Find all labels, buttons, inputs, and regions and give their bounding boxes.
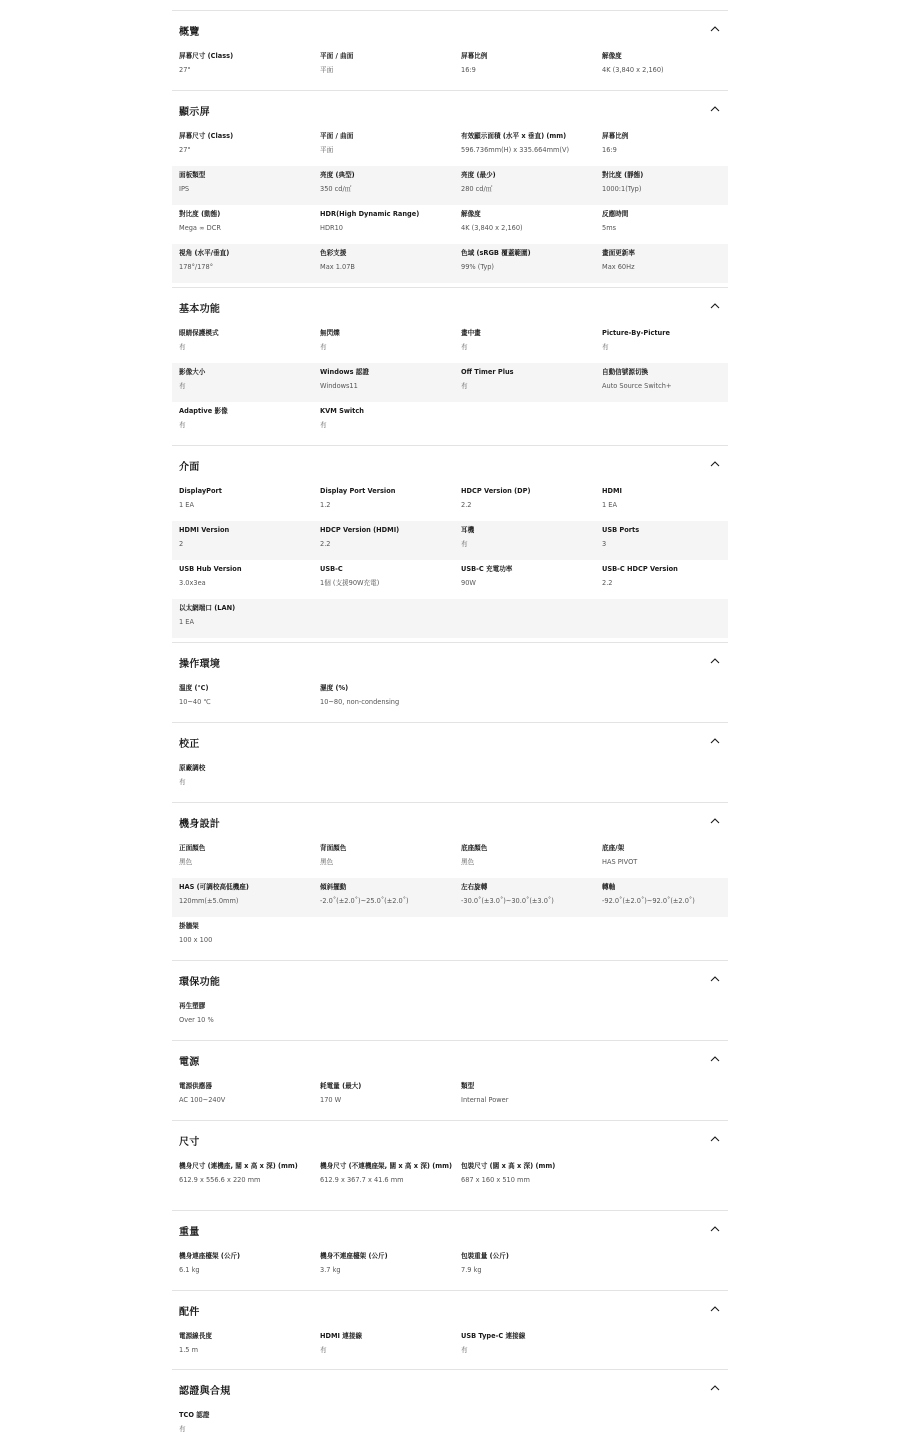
spec-value: -30.0˚(±3.0˚)~30.0˚(±3.0˚) [461,897,554,905]
spec-value: HAS PIVOT [602,858,638,866]
spec-value: 1000:1(Typ) [602,185,642,193]
spec-item [602,844,737,867]
section-title: 配件 [179,1307,200,1318]
spec-label: Display Port Version [320,487,396,495]
spec-value: 7.9 kg [461,1266,482,1274]
spec-item [461,249,596,272]
spec-row [172,166,728,205]
section-3 [172,445,728,638]
spec-value: 280 cd/㎡ [461,185,493,193]
spec-label: 底座/架 [602,844,625,852]
section-header[interactable] [172,446,728,482]
spec-label: 屏幕比例 [602,132,629,140]
spec-value: Windows11 [320,382,358,390]
spec-item [320,526,455,549]
spec-item [179,922,314,945]
spec-item [320,249,455,272]
section-header[interactable] [172,643,728,679]
spec-label: Off Timer Plus [461,368,514,376]
spec-row [172,521,728,560]
spec-value: 3.7 kg [320,1266,341,1274]
spec-item [320,844,455,867]
section-11 [172,1290,728,1366]
spec-label: USB-C 充電功率 [461,565,513,573]
spec-label: USB-C HDCP Version [602,565,678,573]
spec-item [461,171,596,194]
spec-item [179,368,314,391]
spec-value: 有 [320,1346,327,1354]
spec-item [320,565,455,588]
spec-row [172,759,728,798]
chevron-up-icon[interactable] [708,1134,722,1144]
spec-item [179,1162,314,1185]
section-header[interactable] [172,1370,728,1406]
spec-value: 2 [179,540,184,548]
spec-item [461,1332,596,1355]
spec-label: HDMI [602,487,623,495]
spec-item [179,1252,314,1275]
spec-item [320,329,455,352]
spec-label: USB Ports [602,526,640,534]
spec-label: 原廠調校 [179,764,206,772]
spec-item [461,844,596,867]
section-4 [172,642,728,718]
section-0 [172,10,728,86]
chevron-up-icon[interactable] [708,1054,722,1064]
section-header[interactable] [172,11,728,47]
section-header[interactable] [172,1041,728,1077]
spec-label: 影像大小 [179,368,206,376]
spec-label: 電源線長度 [179,1332,212,1340]
spec-label: HDR(High Dynamic Range) [320,210,420,218]
section-2 [172,287,728,441]
spec-label: 畫面更新率 [602,249,635,257]
spec-label: 屏幕尺寸 (Class) [179,132,234,140]
spec-label: 有效顯示面積 (水平 x 垂直) (mm) [461,132,567,140]
section-title: 介面 [179,462,200,473]
spec-label: 傾斜擺動 [320,883,347,891]
spec-item [320,487,455,510]
spec-item [320,407,455,430]
spec-item [179,210,314,233]
spec-label: USB-C [320,565,343,573]
chevron-up-icon[interactable] [708,104,722,114]
spec-label: HAS (可調校高低機座) [179,883,249,891]
spec-item [461,1162,596,1185]
spec-value: 1.5 m [179,1346,199,1354]
spec-label: USB Type-C 連接線 [461,1332,526,1340]
spec-item [320,883,455,906]
section-header[interactable] [172,91,728,127]
spec-label: Adaptive 影像 [179,407,228,415]
spec-label: 屏幕尺寸 (Class) [179,52,234,60]
spec-label: DisplayPort [179,487,222,495]
spec-item [461,1252,596,1275]
spec-item [602,132,737,155]
spec-row [172,402,728,441]
spec-label: Windows 認證 [320,368,369,376]
spec-row [172,1077,728,1116]
spec-value: Over 10 % [179,1016,214,1024]
spec-value: 612.9 x 556.6 x 220 mm [179,1176,261,1184]
section-header[interactable] [172,288,728,324]
section-header[interactable] [172,723,728,759]
spec-item [320,1162,455,1185]
spec-value: 4K (3,840 x 2,160) [602,66,664,74]
section-header[interactable] [172,1211,728,1247]
section-10 [172,1210,728,1286]
spec-label: TCO 認證 [179,1411,210,1419]
spec-value: 有 [179,343,186,351]
spec-value: 有 [179,382,186,390]
spec-label: 機身尺寸 (不連機座架, 闊 x 高 x 深) (mm) [320,1162,453,1170]
spec-label: 色彩支援 [320,249,347,257]
spec-label: 耗電量 (最大) [320,1082,362,1090]
spec-label: 背面顏色 [320,844,347,852]
spec-value: 2.2 [602,579,613,587]
spec-label: 平面 / 曲面 [320,52,354,60]
spec-row [172,244,728,283]
spec-label: 解像度 [602,52,622,60]
section-header[interactable] [172,1121,728,1157]
spec-label: 類型 [461,1082,475,1090]
spec-value: 6.1 kg [179,1266,200,1274]
spec-label: 解像度 [461,210,481,218]
spec-label: Picture-By-Picture [602,329,670,337]
chevron-up-icon[interactable] [708,459,722,469]
spec-label: 機身不連座檯架 (公斤) [320,1252,388,1260]
spec-item [179,1002,314,1025]
spec-value: 27" [179,146,191,154]
section-9 [172,1120,728,1204]
spec-value: Mega ∞ DCR [179,224,221,232]
section-header[interactable] [172,1291,728,1327]
spec-row [172,127,728,166]
spec-value: 5ms [602,224,617,232]
spec-item [461,52,596,75]
chevron-up-icon[interactable] [708,1383,722,1393]
spec-label: HDMI Version [179,526,230,534]
spec-label: 無閃爍 [320,329,340,337]
section-header[interactable] [172,961,728,997]
spec-item [179,883,314,906]
chevron-up-icon[interactable] [708,24,722,34]
chevron-up-icon[interactable] [708,1224,722,1234]
spec-value: 有 [179,421,186,429]
spec-row [172,1247,728,1286]
spec-value: 16:9 [602,146,617,154]
spec-value: 170 W [320,1096,342,1104]
section-title: 認證與合規 [179,1386,231,1397]
section-title: 環保功能 [179,977,221,988]
spec-value: 有 [320,343,327,351]
spec-label: 包裝重量 (公斤) [461,1252,509,1260]
spec-item [179,171,314,194]
spec-value: 27" [179,66,191,74]
spec-item [179,1332,314,1355]
spec-row [172,997,728,1036]
spec-label: 對比度 (動態) [179,210,221,218]
spec-value: AC 100~240V [179,1096,226,1104]
spec-value: 有 [602,343,609,351]
spec-label: 再生塑膠 [179,1002,206,1010]
spec-value: 350 cd/㎡ [320,185,352,193]
spec-row [172,482,728,521]
spec-value: -92.0˚(±2.0˚)~92.0˚(±2.0˚) [602,897,695,905]
spec-label: 面板類型 [179,171,206,179]
spec-value: Max 60Hz [602,263,635,271]
spec-item [461,368,596,391]
spec-row [172,1157,728,1204]
spec-label: KVM Switch [320,407,364,415]
spec-label: 對比度 (靜態) [602,171,644,179]
section-title: 基本功能 [179,304,221,315]
spec-item [320,210,455,233]
spec-label: 包裝尺寸 (闊 x 高 x 深) (mm) [461,1162,556,1170]
spec-value: 1 EA [179,618,194,626]
spec-item [602,171,737,194]
spec-value: 有 [461,382,468,390]
spec-label: 耳機 [461,526,475,534]
spec-value: 1.2 [320,501,331,509]
spec-row [172,679,728,718]
chevron-up-icon[interactable] [708,301,722,311]
spec-value: Max 1.07B [320,263,355,271]
spec-label: HDCP Version (HDMI) [320,526,400,534]
section-title: 校正 [179,739,200,750]
spec-value: 10~40 ℃ [179,698,211,706]
spec-label: 掛牆架 [179,922,199,930]
spec-value: 黑色 [320,858,334,866]
spec-item [179,1082,314,1105]
spec-item [602,565,737,588]
spec-value: 99% (Typ) [461,263,494,271]
spec-item [320,684,455,707]
spec-label: 濕度 (%) [320,684,349,692]
section-title: 概覽 [179,27,200,38]
spec-item [461,329,596,352]
spec-item [602,210,737,233]
spec-label: 左右旋轉 [461,883,488,891]
spec-value: 有 [461,1346,468,1354]
spec-item [461,1082,596,1105]
spec-item [602,526,737,549]
section-title: 電源 [179,1057,200,1068]
spec-label: 機身尺寸 (連機座, 闊 x 高 x 深) (mm) [179,1162,298,1170]
spec-value: 3.0x3ea [179,579,206,587]
spec-value: HDR10 [320,224,344,232]
spec-item [461,565,596,588]
spec-value: 3 [602,540,607,548]
spec-value: 4K (3,840 x 2,160) [461,224,523,232]
spec-value: 2.2 [461,501,472,509]
section-title: 操作環境 [179,659,221,670]
spec-label: 正面顏色 [179,844,206,852]
spec-row [172,917,728,956]
spec-row [172,324,728,363]
spec-item [320,52,455,75]
spec-item [320,1252,455,1275]
spec-item [602,368,737,391]
spec-item [320,171,455,194]
spec-value: 596.736mm(H) x 335.664mm(V) [461,146,570,154]
spec-item [461,210,596,233]
spec-value: 10~80, non-condensing [320,698,400,706]
spec-value: 有 [179,1425,186,1433]
spec-item [602,329,737,352]
spec-item [320,368,455,391]
spec-value: 1 EA [602,501,617,509]
spec-label: USB Hub Version [179,565,242,573]
spec-item [179,1411,314,1434]
section-7 [172,960,728,1036]
spec-value: 90W [461,579,476,587]
spec-value: Auto Source Switch+ [602,382,672,390]
spec-value: 16:9 [461,66,476,74]
spec-label: 電源供應器 [179,1082,212,1090]
spec-item [461,487,596,510]
spec-item [461,132,596,155]
spec-item [179,52,314,75]
spec-value: 1 EA [179,501,194,509]
spec-label: 底座顏色 [461,844,488,852]
spec-item [179,329,314,352]
spec-item [179,526,314,549]
spec-item [320,132,455,155]
spec-label: 色域 (sRGB 覆蓋範圍) [461,249,531,257]
section-1 [172,90,728,283]
section-6 [172,802,728,956]
spec-item [602,249,737,272]
spec-value: 有 [320,421,327,429]
spec-item [179,764,314,787]
spec-label: 溫度 (℃) [179,684,209,692]
chevron-up-icon[interactable] [708,656,722,666]
spec-value: 有 [179,778,186,786]
spec-item [602,883,737,906]
spec-value: 687 x 160 x 510 mm [461,1176,530,1184]
spec-item [179,132,314,155]
spec-value: IPS [179,185,190,193]
section-5 [172,722,728,798]
spec-label: 機身連座檯架 (公斤) [179,1252,241,1260]
spec-row [172,560,728,599]
spec-item [179,407,314,430]
spec-label: 自動信號源切換 [602,368,649,376]
spec-label: HDCP Version (DP) [461,487,531,495]
chevron-up-icon[interactable] [708,1304,722,1314]
section-8 [172,1040,728,1116]
spec-label: 眼睛保護模式 [179,329,219,337]
spec-value: 1個 (支援90W充電) [320,579,380,587]
spec-value: 有 [461,343,468,351]
section-title: 重量 [179,1227,200,1238]
spec-item [320,1332,455,1355]
spec-item [461,526,596,549]
section-title: 機身設計 [179,819,221,830]
spec-value: 黑色 [461,858,475,866]
chevron-up-icon[interactable] [708,974,722,984]
spec-item [179,604,314,627]
spec-item [179,565,314,588]
spec-label: 反應時間 [602,210,629,218]
spec-label: 平面 / 曲面 [320,132,354,140]
spec-item [179,487,314,510]
spec-value: 612.9 x 367.7 x 41.6 mm [320,1176,404,1184]
spec-item [602,52,737,75]
spec-label: 亮度 (典型) [320,171,355,179]
spec-row [172,47,728,86]
section-title: 顯示屏 [179,107,210,118]
spec-item [602,487,737,510]
spec-value: 178°/178° [179,263,213,271]
section-title: 尺寸 [179,1137,200,1148]
spec-row [172,599,728,638]
spec-label: HDMI 連接線 [320,1332,363,1340]
spec-value: 平面 [320,146,334,154]
section-12 [172,1369,728,1445]
spec-item [320,1082,455,1105]
spec-label: 畫中畫 [461,329,481,337]
spec-label: 屏幕比例 [461,52,488,60]
spec-item [461,883,596,906]
spec-value: 120mm(±5.0mm) [179,897,239,905]
spec-row [172,839,728,878]
spec-value: 黑色 [179,858,193,866]
spec-item [179,249,314,272]
spec-value: -2.0˚(±2.0˚)~25.0˚(±2.0˚) [320,897,409,905]
spec-label: 以太網端口 (LAN) [179,604,236,612]
chevron-up-icon[interactable] [708,816,722,826]
spec-row [172,878,728,917]
chevron-up-icon[interactable] [708,736,722,746]
spec-value: 有 [461,540,468,548]
spec-value: 2.2 [320,540,331,548]
spec-row [172,363,728,402]
spec-item [179,684,314,707]
section-header[interactable] [172,803,728,839]
spec-label: 視角 (水平/垂直) [179,249,230,257]
spec-row [172,205,728,244]
spec-value: Internal Power [461,1096,509,1104]
spec-row [172,1327,728,1366]
spec-label: 轉軸 [602,883,616,891]
spec-value: 100 x 100 [179,936,213,944]
spec-value: 平面 [320,66,334,74]
spec-label: 亮度 (最少) [461,171,496,179]
spec-item [179,844,314,867]
spec-row [172,1406,728,1445]
